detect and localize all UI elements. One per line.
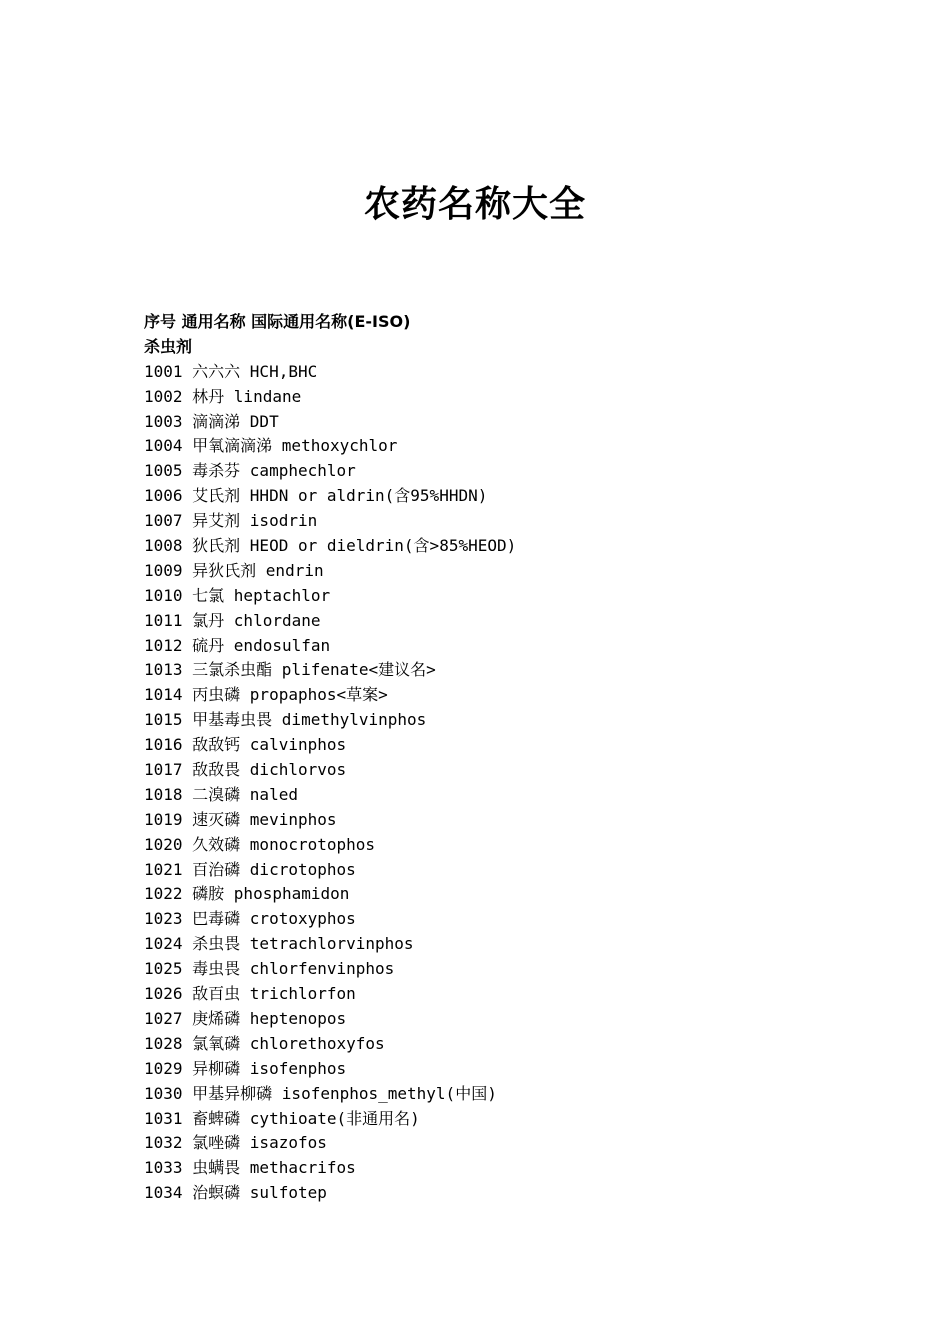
list-item: 1031 畜蜱磷 cythioate(非通用名) bbox=[144, 1108, 420, 1128]
list-item: 1034 治螟磷 sulfotep bbox=[144, 1183, 327, 1203]
list-item: 1018 二溴磷 naled bbox=[144, 784, 298, 804]
list-item: 1014 丙虫磷 propaphos<草案> bbox=[144, 685, 388, 705]
list-item: 1005 毒杀芬 camphechlor bbox=[144, 461, 356, 481]
list-item: 1016 敌敌钙 calvinphos bbox=[144, 735, 347, 755]
table-header-line: 序号 通用名称 国际通用名称(E-ISO) bbox=[144, 312, 411, 331]
page-title: 农药名称大全 bbox=[363, 183, 586, 225]
list-item: 1004 甲氧滴滴涕 methoxychlor bbox=[144, 436, 398, 456]
list-item: 1015 甲基毒虫畏 dimethylvinphos bbox=[144, 710, 427, 730]
list-item: 1001 六六六 HCH,BHC bbox=[144, 361, 318, 381]
document-body bbox=[144, 310, 864, 1206]
list-item: 1029 异柳磷 isofenphos bbox=[144, 1058, 347, 1078]
list-item: 1008 狄氏剂 HEOD or dieldrin(含>85%HEOD) bbox=[144, 536, 517, 556]
list-item: 1020 久效磷 monocrotophos bbox=[144, 834, 376, 854]
list-item: 1030 甲基异柳磷 isofenphos_methyl(中国) bbox=[144, 1083, 497, 1103]
list-item: 1025 毒虫畏 chlorfenvinphos bbox=[144, 959, 395, 979]
list-item: 1007 异艾剂 isodrin bbox=[144, 511, 318, 531]
entry-list bbox=[144, 360, 864, 1206]
list-item: 1006 艾氏剂 HHDN or aldrin(含95%HHDN) bbox=[144, 486, 488, 506]
list-item: 1022 磷胺 phosphamidon bbox=[144, 884, 350, 904]
section-heading: 杀虫剂 bbox=[144, 336, 193, 356]
list-item: 1032 氯唑磷 isazofos bbox=[144, 1133, 327, 1153]
list-item: 1002 林丹 lindane bbox=[144, 386, 302, 406]
list-item: 1013 三氯杀虫酯 plifenate<建议名> bbox=[144, 660, 436, 680]
list-item: 1003 滴滴涕 DDT bbox=[144, 411, 279, 431]
list-item: 1026 敌百虫 trichlorfon bbox=[144, 984, 356, 1004]
list-item: 1027 庚烯磷 heptenopos bbox=[144, 1008, 347, 1028]
list-item: 1010 七氯 heptachlor bbox=[144, 585, 331, 605]
list-item: 1012 硫丹 endosulfan bbox=[144, 635, 331, 655]
list-item: 1011 氯丹 chlordane bbox=[144, 610, 321, 630]
list-item: 1021 百治磷 dicrotophos bbox=[144, 859, 356, 879]
list-item: 1019 速灭磷 mevinphos bbox=[144, 809, 337, 829]
list-item: 1023 巴毒磷 crotoxyphos bbox=[144, 909, 356, 929]
list-item: 1024 杀虫畏 tetrachlorvinphos bbox=[144, 934, 414, 954]
list-item: 1028 氯氧磷 chlorethoxyfos bbox=[144, 1033, 385, 1053]
list-item: 1009 异狄氏剂 endrin bbox=[144, 560, 324, 580]
list-item: 1017 敌敌畏 dichlorvos bbox=[144, 760, 347, 780]
list-item: 1033 虫螨畏 methacrifos bbox=[144, 1158, 356, 1178]
